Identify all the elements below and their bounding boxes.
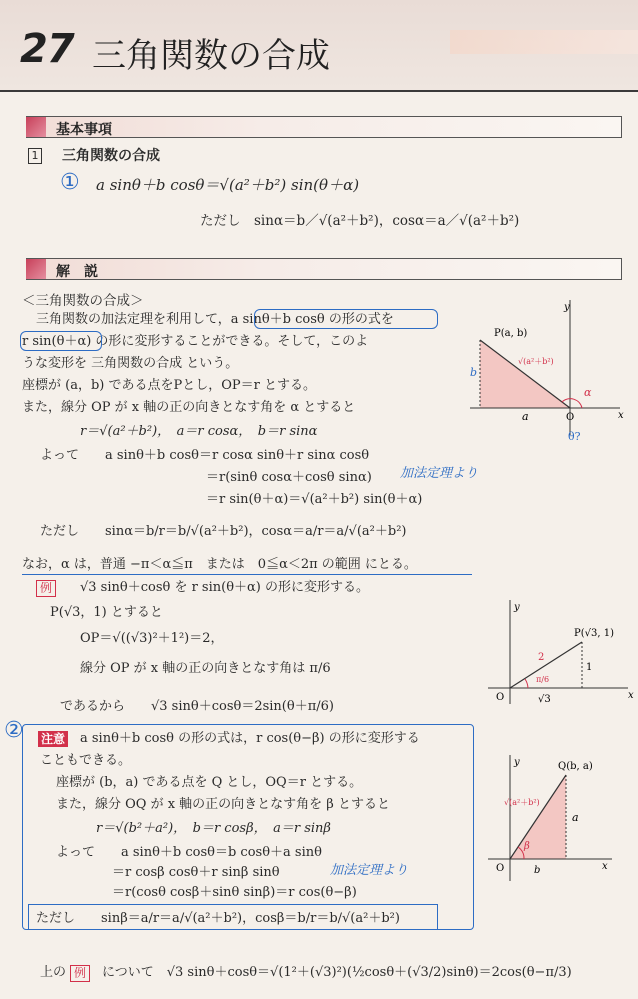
section-header-basic: [26, 116, 622, 138]
highlight-box: [254, 309, 438, 329]
explain-line-11: なお，α は，普通 −π＜α≦π または 0≦α＜2π の範囲 にとる。: [22, 557, 417, 572]
example-line-5: であるから √3 sinθ＋cosθ＝2sin(θ＋π/6): [60, 699, 334, 714]
explain-line-6: r＝√(a²＋b²)， a＝r cosα， b＝r sinα: [80, 424, 318, 439]
bleed-through-decoration: [450, 30, 638, 54]
handwritten-mark-1: ①: [60, 170, 80, 195]
figure-2-y-label: y: [514, 602, 520, 613]
figure-2-radius-label: 2: [538, 652, 545, 663]
caution-line-8: ＝r(cosθ cosβ＋sinθ sinβ)＝r cos(θ−β): [112, 885, 357, 900]
caution-line-6: よって a sinθ＋b cosθ＝b cosθ＋a sinθ: [56, 845, 322, 860]
figure-1-x-label: x: [618, 410, 624, 421]
section-marker: [26, 259, 46, 279]
explain-line-2: r sin(θ＋α) の形に変形することができる。そして，このよ: [22, 334, 369, 349]
figure-3: [488, 755, 638, 885]
figure-2-origin: O: [496, 692, 505, 703]
figure-1: [470, 300, 630, 440]
caution-line-5: r＝√(b²＋a²)， b＝r cosβ， a＝r sinβ: [96, 821, 331, 836]
figure-1-angle-label: α: [584, 386, 592, 399]
figure-1-point-label: P(a, b): [494, 328, 528, 339]
footer-text: について √3 sinθ＋cosθ＝√(1²＋(√3)²)(½cosθ＋(√3/2)sinθ)＝2cos(θ−π/3): [102, 965, 572, 980]
figure-2-angle-label: π/6: [536, 675, 550, 684]
chapter-header: [0, 0, 638, 92]
handwritten-note-1: 加法定理より: [400, 466, 479, 481]
footer-prefix: 上の: [40, 965, 67, 980]
figure-1-y-label: y: [564, 302, 570, 313]
figure-1-base-label: a: [522, 410, 529, 423]
figure-3-x-label: x: [602, 861, 608, 872]
section-marker: [26, 117, 46, 137]
example-line-3: OP＝√((√3)²＋1²)＝2，: [80, 631, 224, 646]
figure-2-height-label: 1: [586, 662, 593, 673]
handwritten-note-2: 加法定理より: [330, 863, 409, 878]
explain-line-1: 三角関数の加法定理を利用して，a sinθ＋b cosθ の形の式を: [36, 312, 394, 327]
figure-1-origin: O: [566, 412, 575, 423]
chapter-title: 三角関数の合成: [92, 36, 330, 76]
explain-line-3: うな変形を 三角関数の合成 という。: [22, 356, 239, 371]
figure-3-side-label: a: [572, 811, 579, 824]
caution-line-1: a sinθ＋b cosθ の形の式は，r cos(θ−β) の形に変形する: [80, 731, 420, 746]
caution-tag: 注意: [38, 731, 68, 747]
figure-2-x-label: x: [628, 690, 634, 701]
section-header-explain: [26, 258, 622, 280]
example-tag: 例: [36, 580, 56, 597]
figure-3-y-label: y: [514, 757, 520, 768]
chapter-number: 27: [20, 26, 74, 72]
section-label-explain: 解 説: [56, 264, 98, 280]
basic-condition: ただし sinα＝b／√(a²＋b²)，cosα＝a／√(a²＋b²): [200, 213, 520, 229]
explain-line-10: ただし sinα＝b/r＝b/√(a²＋b²)，cosα＝a/r＝a/√(a²＋b²): [40, 524, 407, 539]
figure-3-origin: O: [496, 863, 505, 874]
footer-example-tag: 例: [70, 965, 90, 982]
explain-line-5: また，線分 OP が x 軸の正の向きとなす角を α とすると: [22, 400, 356, 415]
item-title: 三角関数の合成: [62, 148, 160, 164]
caution-line-7: ＝r cosβ cosθ＋r sinβ sinθ: [112, 865, 280, 880]
figure-3-point-label: Q(b, a): [558, 761, 593, 772]
figure-2-point-label: P(√3, 1): [574, 628, 614, 639]
handwritten-mark-2: ②: [4, 718, 24, 743]
figure-1-side-label: b: [470, 366, 478, 379]
figure-2-angle-arc: [525, 679, 528, 688]
figure-3-angle-label: β: [524, 841, 530, 852]
figure-3-base-label: b: [534, 865, 541, 876]
figure-3-radius-label: √(a²＋b²): [504, 798, 540, 807]
highlight-box: [20, 331, 102, 351]
explain-subheading: ＜三角関数の合成＞: [22, 293, 144, 309]
section-label-basic: 基本事項: [56, 122, 112, 138]
example-line-1: √3 sinθ＋cosθ を r sin(θ＋α) の形に変形する。: [80, 580, 370, 595]
example-line-4: 線分 OP が x 軸の正の向きとなす角は π/6: [80, 661, 331, 676]
basic-formula: a sinθ＋b cosθ＝√(a²＋b²) sin(θ＋α): [96, 176, 360, 194]
figure-2-base-label: √3: [538, 694, 551, 705]
explain-line-8: ＝r(sinθ cosα＋cosθ sinα): [206, 470, 372, 485]
item-number: 1: [28, 148, 42, 164]
caution-line-3: 座標が (b，a) である点を Q とし，OQ＝r とする。: [56, 775, 363, 790]
explain-line-9: ＝r sin(θ＋α)＝√(a²＋b²) sin(θ＋α): [206, 492, 423, 507]
handwritten-theta: θ?: [568, 430, 581, 440]
explain-line-7: よって a sinθ＋b cosθ＝r cosα sinθ＋r sinα cosθ: [40, 448, 370, 463]
caution-line-4: また，線分 OQ が x 軸の正の向きとなす角を β とすると: [56, 797, 390, 812]
explain-line-4: 座標が (a，b) である点をPとし，OP＝r とする。: [22, 378, 316, 393]
example-line-2: P(√3，1) とすると: [50, 605, 163, 620]
caution-line-2: こともできる。: [40, 753, 132, 768]
figure-2: [488, 600, 638, 712]
figure-1-radius-label: √(a²＋b²): [518, 357, 554, 366]
handwritten-underline: [22, 574, 472, 575]
caution-line-9: ただし sinβ＝a/r＝a/√(a²＋b²)，cosβ＝b/r＝b/√(a²＋b²): [36, 911, 400, 926]
